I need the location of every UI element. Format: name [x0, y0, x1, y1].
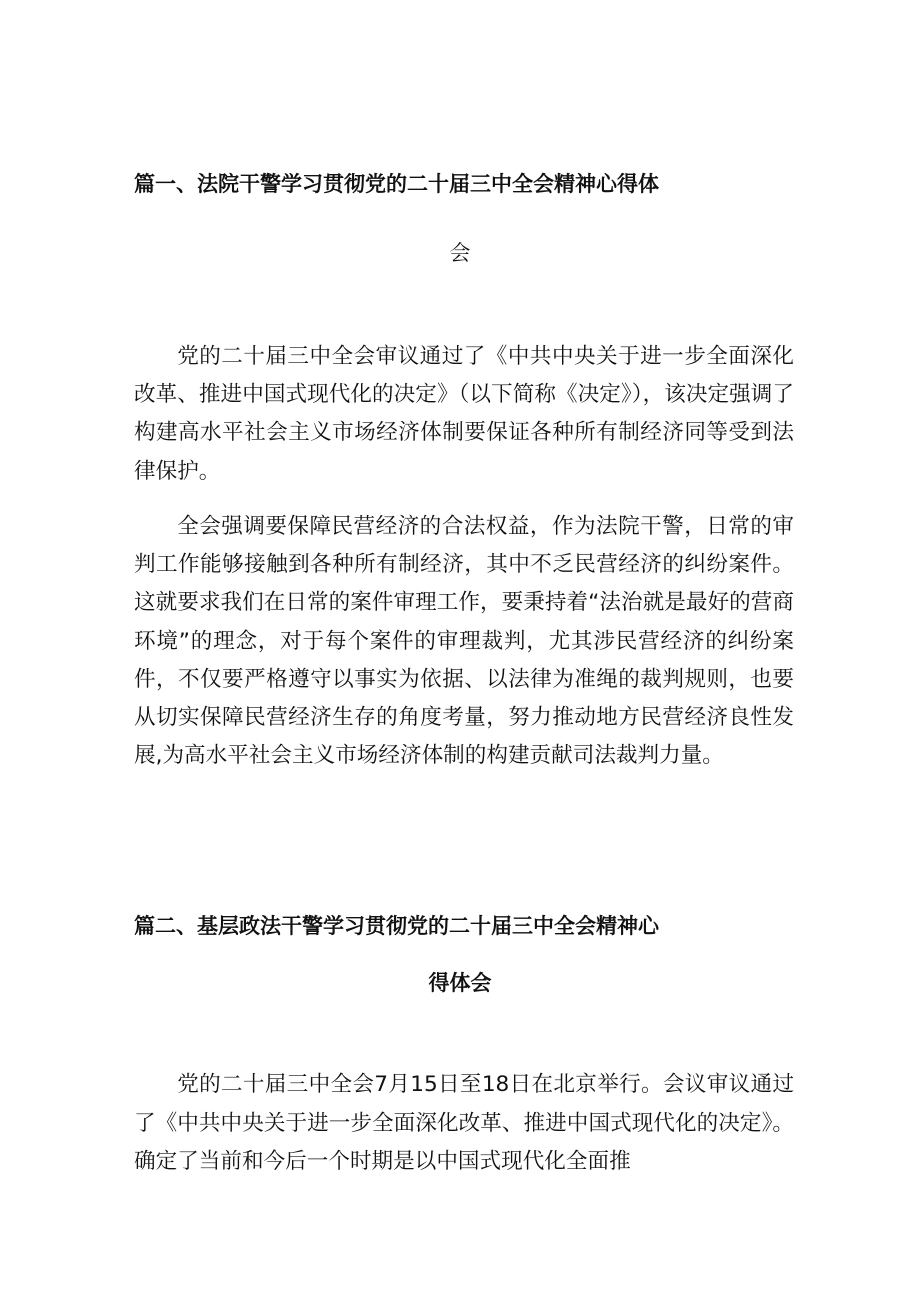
section1-paragraph-1: 党的二十届三中全会审议通过了《中共中央关于进一步全面深化改革、推进中国式现代化的决定》（以下简称《决定》），该决定强调了构建高水平社会主义市场经济体制要保证各种所有制经济同等受到法律保护。: [134, 344, 794, 484]
section1-title-line2: 会: [449, 241, 471, 265]
section1-paragraph-2: 全会强调要保障民营经济的合法权益，作为法院干警，日常的审判工作能够接触到各种所有制经济，其中不乏民营经济的纠纷案件。这就要求我们在日常的案件审理工作，要秉持着“法治就是最好的营商环境”的理念，对于每个案件的审理裁判，尤其涉民营经济的纠纷案件，不仅要严格遵守以事实为依据、以法律为准绳的裁判规则，也要从切实保障民营经济生存的角度考量，努力推动地方民营经济良性发展,为高水平社会主义市场经济体制的构建贡献司法裁判力量。: [134, 514, 794, 769]
section2-paragraph-1: 党的二十届三中全会7月15日至18日在北京举行。会议审议通过了《中共中央关于进一步全面深化改革、推进中国式现代化的决定》。确定了当前和今后一个时期是以中国式现代化全面推: [134, 1072, 794, 1174]
section1-title-line1: 篇一、法院干警学习贯彻党的二十届三中全会精神心得体: [134, 172, 659, 196]
section2-title-line1: 篇二、基层政法干警学习贯彻党的二十届三中全会精神心: [134, 914, 659, 938]
section2-title-line2: 得体会: [428, 971, 492, 995]
